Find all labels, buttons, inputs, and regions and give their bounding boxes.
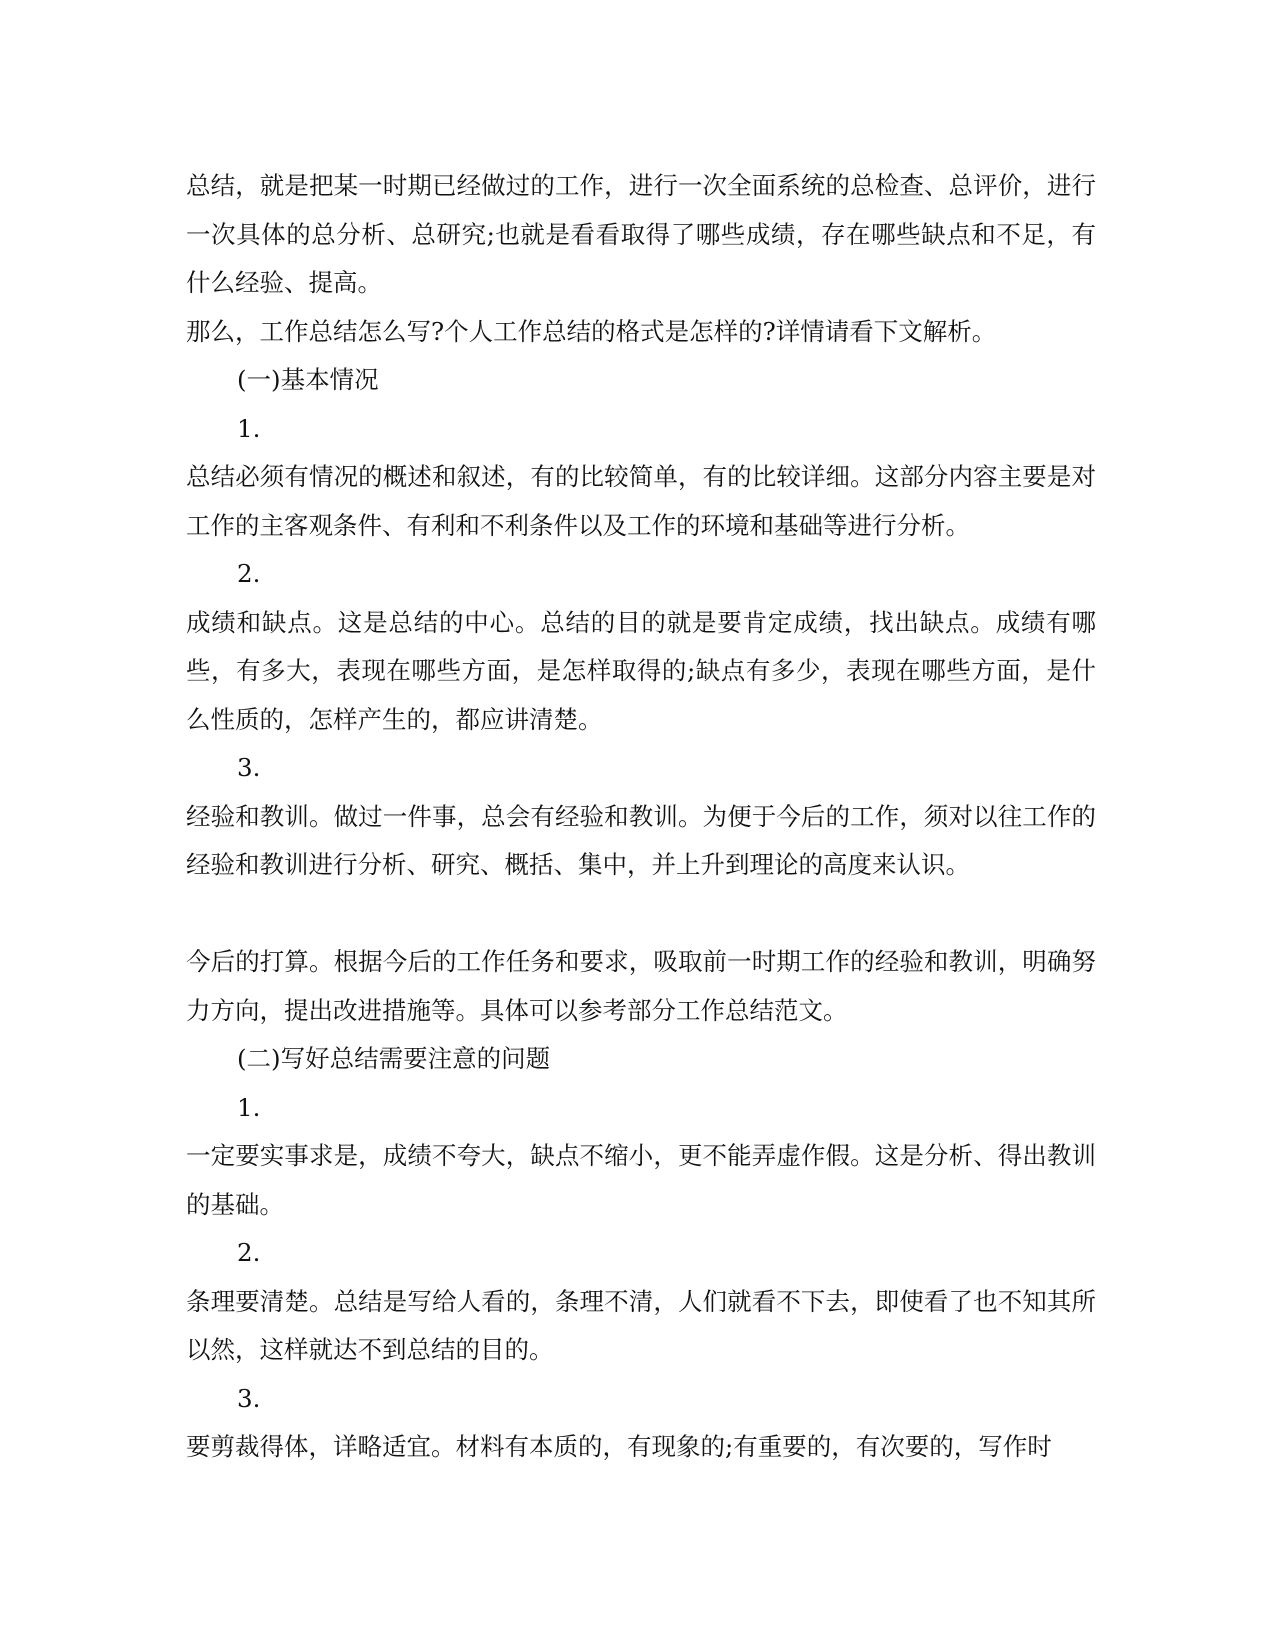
section1-item-1-number: 1. (237, 413, 261, 443)
section1-item-3-number: 3. (237, 753, 261, 782)
blank-line (186, 890, 1096, 939)
section2-item-1-text: 一定要实事求是，成绩不夸大，缺点不缩小，更不能弄虚作假。这是分析、得出教训的基础。 (186, 1141, 1096, 1219)
section2-item-2-text: 条理要清楚。总结是写给人看的，条理不清，人们就看不下去，即使看了也不知其所以然，这样就达不到总结的目的。 (186, 1286, 1096, 1364)
section2-item-3-text: 要剪裁得体，详略适宜。材料有本质的，有现象的;有重要的，有次要的，写作时 (186, 1432, 1052, 1461)
section2-item-3-number: 3. (237, 1383, 261, 1413)
section2-heading: (二)写好总结需要注意的问题 (237, 1044, 551, 1073)
section2-item-2-number: 2. (237, 1238, 261, 1267)
intro-paragraph-1: 总结，就是把某一时期已经做过的工作，进行一次全面系统的总检查、总评价，进行一次具体的总分析、总研究;也就是看看取得了哪些成绩，存在哪些缺点和不足，有什么经验、提高。 (186, 171, 1096, 297)
section1-item-2-text: 成绩和缺点。这是总结的中心。总结的目的就是要肯定成绩，找出缺点。成绩有哪些，有多大，表现在哪些方面，是怎样取得的;缺点有多少，表现在哪些方面，是什么性质的，怎样产生的，都应讲清楚。 (186, 607, 1096, 734)
section1-item-1-text: 总结必须有情况的概述和叙述，有的比较简单，有的比较详细。这部分内容主要是对工作的主客观条件、有利和不利条件以及工作的环境和基础等进行分析。 (186, 462, 1096, 540)
document-body (186, 162, 1096, 1472)
section1-closing-paragraph: 今后的打算。根据今后的工作任务和要求，吸取前一时期工作的经验和教训，明确努力方向，提出改进措施等。具体可以参考部分工作总结范文。 (186, 947, 1096, 1025)
section2-item-1-number: 1. (237, 1092, 261, 1122)
section1-item-2-number: 2. (237, 559, 261, 588)
intro-paragraph-2: 那么，工作总结怎么写?个人工作总结的格式是怎样的?详情请看下文解析。 (186, 316, 997, 346)
section1-item-3-text: 经验和教训。做过一件事，总会有经验和教训。为便于今后的工作，须对以往工作的经验和教训进行分析、研究、概括、集中，并上升到理论的高度来认识。 (186, 801, 1096, 879)
section1-heading: (一)基本情况 (237, 365, 379, 394)
